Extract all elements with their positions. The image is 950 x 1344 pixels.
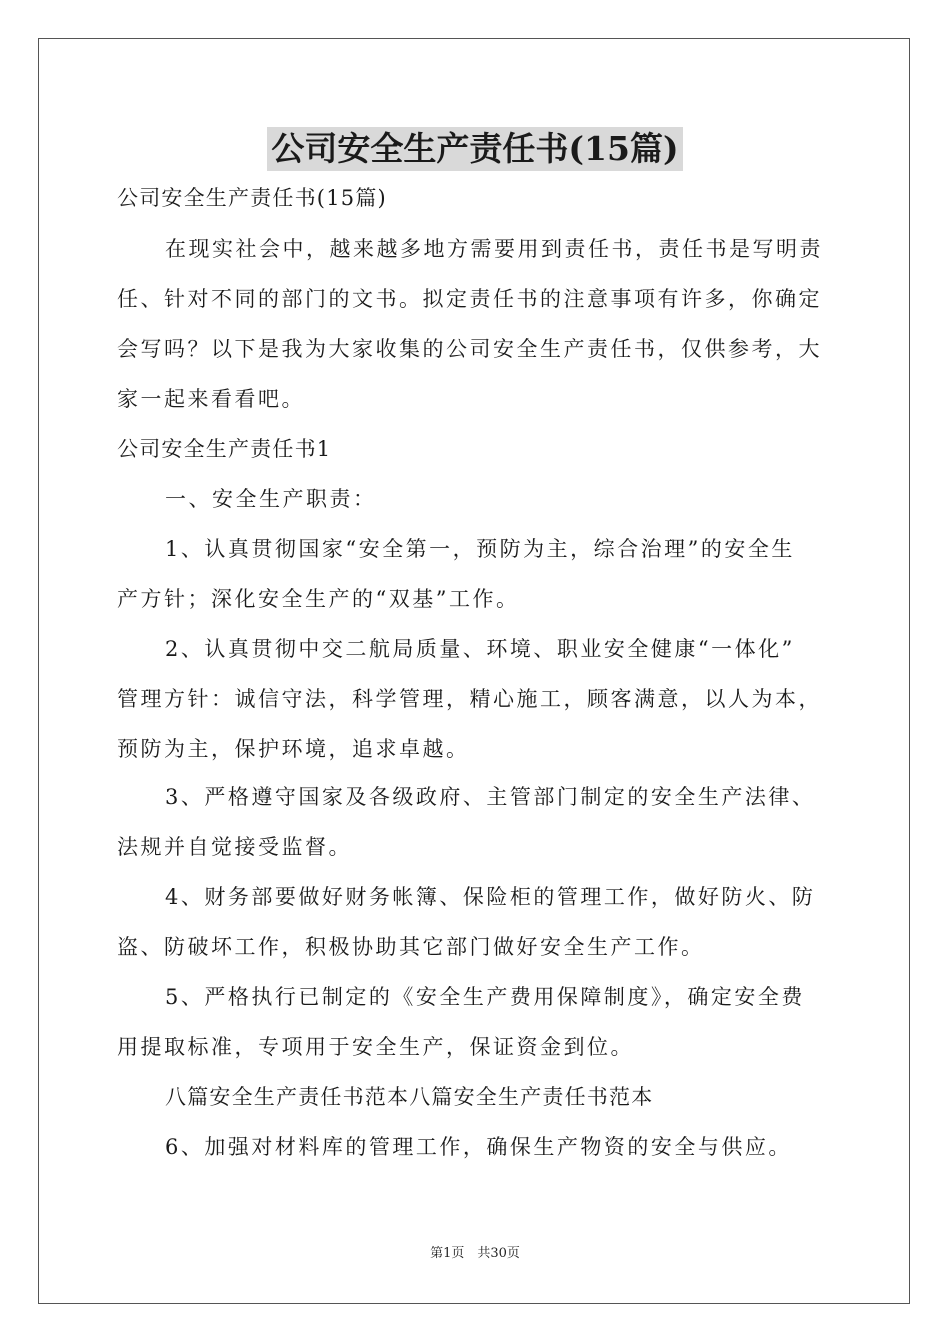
paragraph-line: 1、认真贯彻国家“安全第一，预防为主，综合治理”的安全生 xyxy=(165,537,795,561)
paragraph-line: 盗、防破坏工作，积极协助其它部门做好安全生产工作。 xyxy=(117,935,705,959)
paragraph-line: 用提取标准，专项用于安全生产，保证资金到位。 xyxy=(117,1035,634,1059)
section-heading: 公司安全生产责任书1 xyxy=(117,437,332,461)
title-container xyxy=(0,127,950,171)
paragraph-line: 一、安全生产职责： xyxy=(165,487,377,511)
page-border xyxy=(38,38,910,1304)
paragraph-line: 3、严格遵守国家及各级政府、主管部门制定的安全生产法律、 xyxy=(165,785,816,809)
paragraph-line: 八篇安全生产责任书范本八篇安全生产责任书范本 xyxy=(165,1085,654,1109)
paragraph-line: 任、针对不同的部门的文书。拟定责任书的注意事项有许多，你确定 xyxy=(117,287,822,311)
page-number: 第1页 共30页 xyxy=(430,1246,520,1261)
document-title: 公司安全生产责任书(15篇) xyxy=(267,127,682,171)
paragraph-line: 产方针；深化安全生产的“双基”工作。 xyxy=(117,587,520,611)
paragraph-line: 4、财务部要做好财务帐簿、保险柜的管理工作，做好防火、防 xyxy=(165,885,816,909)
paragraph-line: 管理方针：诚信守法，科学管理，精心施工，顾客满意，以人为本， xyxy=(117,687,822,711)
paragraph-line: 会写吗？以下是我为大家收集的公司安全生产责任书，仅供参考，大 xyxy=(117,337,822,361)
paragraph-line: 在现实社会中，越来越多地方需要用到责任书，责任书是写明责 xyxy=(165,237,823,261)
paragraph-line: 家一起来看看吧。 xyxy=(117,387,305,411)
paragraph-line: 6、加强对材料库的管理工作，确保生产物资的安全与供应。 xyxy=(165,1135,792,1159)
paragraph-line: 5、严格执行已制定的《安全生产费用保障制度》，确定安全费 xyxy=(165,985,805,1009)
paragraph-line: 预防为主，保护环境，追求卓越。 xyxy=(117,737,470,761)
paragraph-line: 2、认真贯彻中交二航局质量、环境、职业安全健康“一体化” xyxy=(165,637,795,661)
paragraph-line: 法规并自觉接受监督。 xyxy=(117,835,352,859)
document-subtitle: 公司安全生产责任书(15篇) xyxy=(117,186,387,210)
